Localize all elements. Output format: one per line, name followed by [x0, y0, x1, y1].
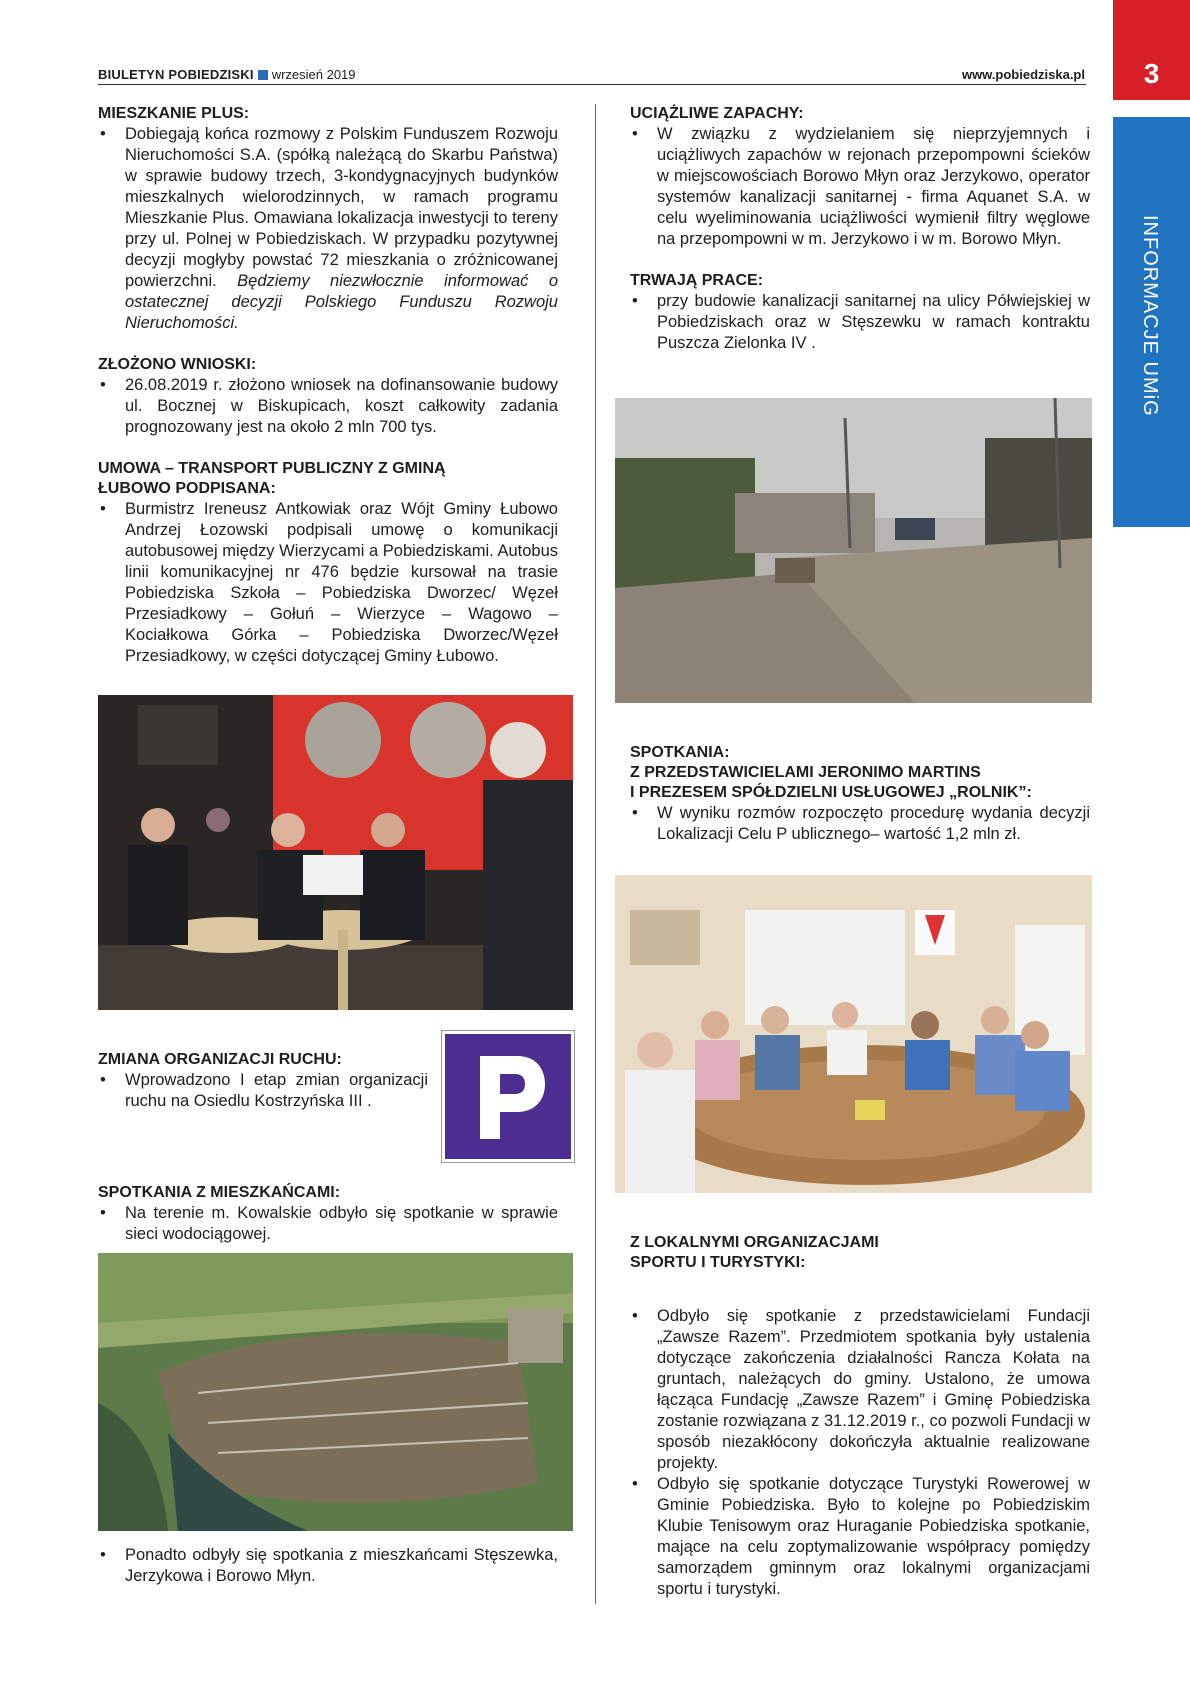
parking-sign-background	[445, 1034, 571, 1159]
list-item: • Na terenie m. Kowalskie odbyło się spotkanie w sprawie sieci wodociągowej.	[98, 1203, 558, 1245]
publication-title: BIULETYN POBIEDZISKI	[98, 67, 254, 82]
list-item: • W wyniku rozmów rozpoczęto procedurę wydania decyzji Lokalizacji Celu P ublicznego– wartość 1,2 mln zł.	[630, 803, 1090, 845]
section-heading-trwaja-prace: TRWAJĄ PRACE:	[630, 272, 764, 289]
list-item: • Wprowadzono I etap zmian organizacji ruchu na Osiedlu Kostrzyńska III .	[98, 1070, 428, 1112]
square-icon	[258, 70, 268, 80]
photo-aerial-village	[98, 1253, 573, 1531]
list-item: • Burmistrz Ireneusz Antkowiak oraz Wójt Gminy Łubowo Andrzej Łozowski podpisali umowę o komunikacji autobusowej między Wierzycami a Pobiedziskami. Autobus linii komunikacyjnej nr 476 będzie kursował na trasie Pobiedziska Szkoła – Pobiedziska Dworzec/ Węzeł Przesiadkowy – Gołuń – Wierzyce – Wagowo – Kociałkowa Górka – Pobiedziska Dworzec/Węzeł Przesiadkowy, w części dotyczącej Gminy Łubowo.	[98, 499, 558, 667]
page-number: 3	[1113, 0, 1190, 100]
masthead	[98, 66, 356, 84]
photo-meeting-room	[615, 875, 1092, 1193]
section-local-organisations	[630, 1233, 1090, 1600]
list-item: • Odbyło się spotkanie dotyczące Turystyki Rowerowej w Gminie Pobiedziska. Było to kolejne po Pobiedziskim Klubie Tenisowym oraz Huraganie Pobiedziska spotkanie, mające na celu zoptymalizowanie współpracy pomiędzy samorządem gminnym oraz lokalnymi organizacjami sportu i turystyki.	[630, 1474, 1090, 1600]
section-heading-mieszkanie-plus: MIESZKANIE PLUS:	[98, 105, 250, 122]
section-jeronimo-martins	[630, 743, 1090, 845]
list-item: • Dobiegają końca rozmowy z Polskim Funduszem Rozwoju Nieruchomości S.A. (spółką należącą do Skarbu Państwa) w sprawie budowy trzech, 3-kondygnacyjnych budynków mieszkalnych wielorodzinnych, w ramach programu Mieszkanie Plus. Omawiana lokalizacja inwestycji to tereny przy ul. Polnej w Pobiedziskach. W przypadku pozytywnej decyzji mogłyby powstać 72 mieszkania o zróżnicowanej powierzchni. Będziemy niezwłocznie informować o ostatecznej decyzji Polskiego Funduszu Rozwoju Nieruchomości.	[98, 124, 558, 334]
section-residents-meetings	[98, 1183, 558, 1245]
parking-sign-image	[441, 1030, 575, 1163]
section-traffic	[98, 1050, 428, 1112]
section-heading-organizacje: Z LOKALNYMI ORGANIZACJAMI SPORTU I TURYSTYKI:	[630, 1234, 879, 1271]
right-column-top	[630, 104, 1090, 354]
header-rule	[98, 84, 1086, 85]
section-heading-zlozono-wnioski: ZŁOŻONO WNIOSKI:	[98, 356, 257, 373]
section-heading-uciazliwe-zapachy: UCIĄŻLIWE ZAPACHY:	[630, 105, 804, 122]
list-item: • 26.08.2019 r. złożono wniosek na dofinansowanie budowy ul. Bocznej w Biskupicach, koszt całkowity zadania prognozowany jest na około 2 mln 700 tys.	[98, 375, 558, 438]
photo-road-works	[615, 398, 1092, 703]
section-heading-zmiana-organizacji: ZMIANA ORGANIZACJI RUCHU:	[98, 1051, 342, 1068]
list-item: • W związku z wydzielaniem się nieprzyjemnych i uciążliwych zapachów w rejonach przepompowni ścieków w miejscowościach Borowo Młyn oraz Jerzykowo, operator systemów kanalizacji sanitarnej - firma Aquanet S.A. w celu wyeliminowania uciążliwości wymienił filtry węglowe na przepompowni w m. Jerzykowo i w m. Borowo Młyn.	[630, 124, 1090, 250]
section-heading-spotkania: SPOTKANIA: Z PRZEDSTAWICIELAMI JERONIMO MARTINS I PREZESEM SPÓŁDZIELNI USŁUGOWEJ „ROLNIK”:	[630, 744, 1032, 801]
website-url: www.pobiedziska.pl	[961, 67, 1085, 82]
section-residents-more	[98, 1545, 558, 1587]
column-divider	[595, 104, 596, 1604]
issue-date: wrzesień 2019	[271, 67, 356, 82]
list-item: • Ponadto odbyły się spotkania z mieszkańcami Stęszewka, Jerzykowa i Borowo Młyn.	[98, 1545, 558, 1587]
parking-icon	[445, 1034, 571, 1159]
section-heading-umowa-transport: UMOWA – TRANSPORT PUBLICZNY Z GMINĄ ŁUBOWO PODPISANA:	[98, 460, 446, 497]
photo-agreement-signing	[98, 695, 573, 1010]
list-item: • Odbyło się spotkanie z przedstawicielami Fundacji „Zawsze Razem”. Przedmiotem spotkania były ustalenia dotyczące zakończenia działalności Rancza Kołata na gruntach, należących do gminy. Ustalono, że umowa łącząca Fundację „Zawsze Razem” i Gminę Pobiedziska zostanie rozwiązana z 31.12.2019 r., co pozwoli Fundacji w sposób niezakłócony dokończyła aktualnie realizowane projekty.	[630, 1306, 1090, 1474]
left-column	[98, 104, 558, 667]
section-tab-label: INFORMACJE UMiG	[1139, 215, 1161, 417]
list-item: • przy budowie kanalizacji sanitarnej na ulicy Półwiejskiej w Pobiedziskach oraz w Stęszewku w ramach kontraktu Puszcza Zielonka IV .	[630, 291, 1090, 354]
section-heading-spotkania-mieszkancy: SPOTKANIA Z MIESZKAŃCAMI:	[98, 1184, 341, 1201]
section-tab	[1113, 117, 1190, 527]
